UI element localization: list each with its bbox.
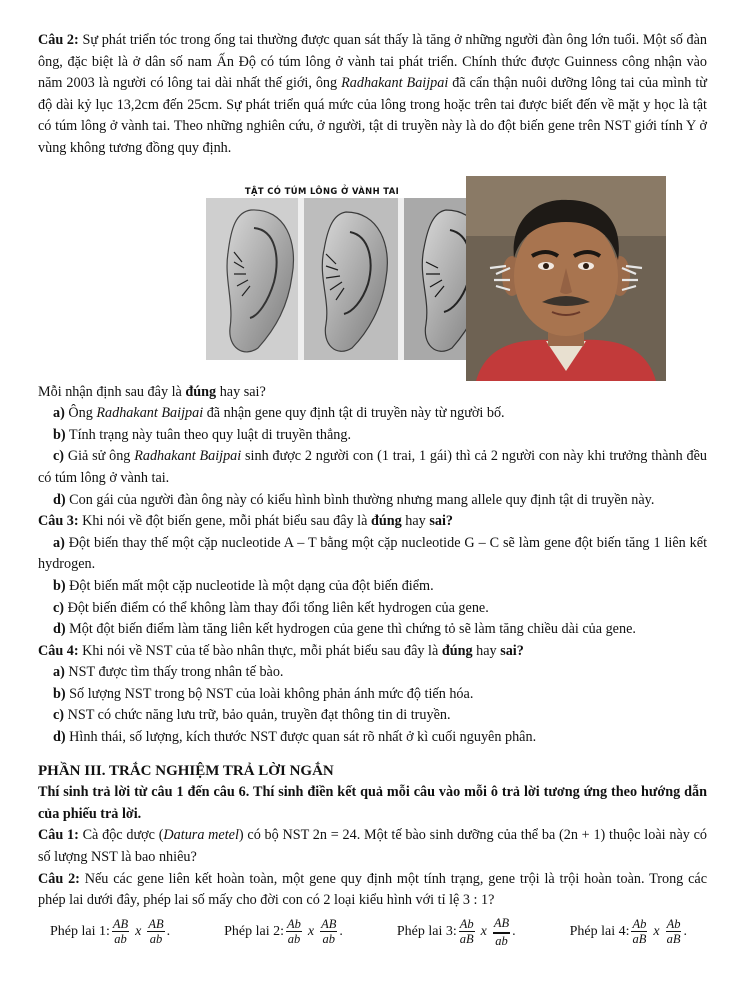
genotype-fraction: $\frac{Ab}{aB}$ <box>666 917 681 947</box>
question-2-statement-d: d) Con gái của người đàn ông này có kiểu hình bình thường nhưng mang allele quy định tật di truyền này. <box>53 491 655 508</box>
cross-3: Phép lai 3: $\frac{Ab}{aB}$ x $\frac{AB}{ab}$ . <box>396 915 516 948</box>
question-3-label: Câu 3: <box>38 513 79 530</box>
question-3-statement-b: b) Đột biến mất một cặp nucleotide là một dạng của đột biến điểm. <box>53 577 434 594</box>
part3-question-1: Câu 1: Cà độc dược (Datura metel) có bộ NST 2n = 24. Một tế bào sinh dưỡng của thể ba (2n + 1) thuộc loài này có số lượng NST là bao nhiêu? <box>38 827 707 866</box>
question-2-intro: Câu 2: Sự phát triển tóc trong ống tai thường được quan sát thấy là tăng ở những người đàn ông lớn tuổi. Một số đàn ông, đặc biệt là ở dân số nam Ấn Độ có túm lông ở vành tai phát triển. Chính thức được Guinness công nhận vào năm 2003 là người có lông tai dài nhất thế giới, ông Radhakant Baijpai đã cẩn thận nuôi dưỡng lông tai của mình từ độ dài kỷ lục 13,2cm đến 25cm. Sự phát triển quá mức của lông trong hoặc trên tai được biết đến về mặt y học là tật có túm lông ở vành tai. Theo những nghiên cứu, ở người, tật di truyền này là do đột biến gene trên NST giới tính Y ở vùng không tương đồng quy định. <box>38 32 707 156</box>
question-2-statement-b: b) Tính trạng này tuân theo quy luật di truyền thẳng. <box>53 426 352 443</box>
genotype-fraction: $\frac{Ab}{aB}$ <box>459 917 474 947</box>
question-3-statement-c: c) Đột biến điểm có thể không làm thay đổi tổng liên kết hydrogen của gene. <box>53 599 489 616</box>
ear-photos-image <box>206 198 496 360</box>
cross-4: Phép lai 4: $\frac{Ab}{aB}$ x $\frac{Ab}{aB}$ . <box>569 917 687 947</box>
question-2-prompt: Mỗi nhận định sau đây là đúng hay sai? <box>38 383 266 400</box>
part3-question-2: Câu 2: Nếu các gene liên kết hoàn toàn, một gene quy định một tính trạng, gene trội là trội hoàn toàn. Trong các phép lai dưới đây, phép lai số mấy cho đời con có 2 loại kiểu hình với tỉ lệ 3 : 1? <box>38 870 708 909</box>
genotype-fraction: $\frac{AB}{ab}$ <box>321 917 337 947</box>
question-3-statement-a: a) Đột biến thay thế một cặp nucleotide A – T bằng một cặp nucleotide G – C sẽ làm gene đột biến tăng 1 liên kết hydrogen. <box>38 534 708 573</box>
genotype-fraction: $\frac{Ab}{aB}$ <box>632 917 647 947</box>
question-4-label: Câu 4: <box>38 642 79 659</box>
figure-caption: TẬT CÓ TÚM LÔNG Ở VÀNH TAI <box>244 185 400 196</box>
genotype-fraction: $\frac{AB}{ab}$ <box>112 917 129 947</box>
question-4-statement-d: d) Hình thái, số lượng, kích thước NST được quan sát rõ nhất ở kì cuối nguyên phân. <box>53 729 537 746</box>
genotype-fraction: $\frac{Ab}{ab}$ <box>287 917 301 947</box>
question-4-statement-b: b) Số lượng NST trong bộ NST của loài không phản ánh mức độ tiến hóa. <box>53 685 474 702</box>
question-4-statement-c: c) NST có chức năng lưu trữ, bảo quản, truyền đạt thông tin di truyền. <box>53 707 451 724</box>
cross-2: Phép lai 2: $\frac{Ab}{ab}$ x $\frac{AB}{ab}$ . <box>224 917 343 947</box>
genotype-fraction: $\frac{AB}{ab}$ <box>148 917 164 947</box>
question-2-label: Câu 2: <box>38 32 79 48</box>
man-portrait-image <box>466 176 666 381</box>
section-title: PHẦN III. TRẮC NGHIỆM TRẢ LỜI NGẮN <box>38 762 334 779</box>
cross-list <box>38 912 707 948</box>
ear-hair-figure <box>38 170 707 380</box>
question-3-prompt: Câu 3: Khi nói về đột biến gene, mỗi phát biểu sau đây là đúng hay sai? <box>38 513 453 530</box>
question-3-statement-d: d) Một đột biến điểm làm tăng liên kết hydrogen của gene thì chứng tỏ sẽ làm tăng chiều dài của gene. <box>53 621 636 638</box>
question-4-statement-a: a) NST được tìm thấy trong nhân tế bào. <box>53 664 284 681</box>
section-instruction: Thí sinh trả lời từ câu 1 đến câu 6. Thí sinh điền kết quả mỗi câu vào mỗi ô trả lời tương ứng theo hướng dẫn của phiếu trả lời. <box>38 784 707 822</box>
genotype-fraction: $\frac{AB}{ab}$ <box>493 915 510 948</box>
question-4-prompt: Câu 4: Khi nói về NST của tế bào nhân thực, mỗi phát biểu sau đây là đúng hay sai? <box>38 642 524 659</box>
cross-1: Phép lai 1: $\frac{AB}{ab}$ x $\frac{AB}{ab}$ . <box>50 917 171 947</box>
question-2-statement-a: a) Ông Radhakant Baijpai đã nhận gene quy định tật di truyền này từ người bố. <box>53 405 505 422</box>
question-2-statement-c: c) Giả sử ông Radhakant Baijpai sinh được 2 người con (1 trai, 1 gái) thì cả 2 người con này khi trưởng thành đều có túm lông ở vành tai. <box>38 448 707 486</box>
